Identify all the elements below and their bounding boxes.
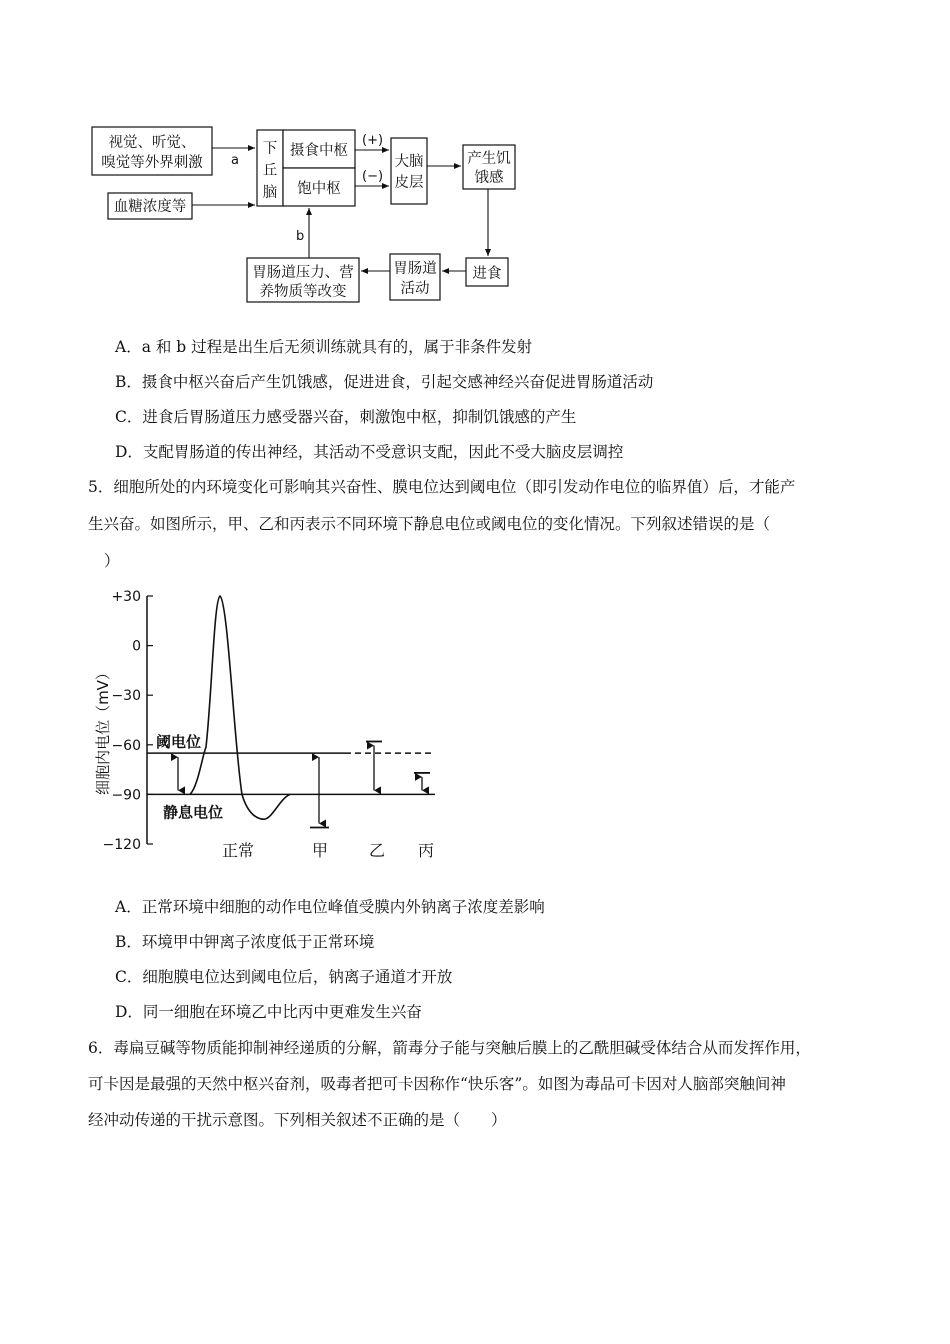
hunger-line2: 饿感 — [474, 170, 504, 186]
hypothalamus-char1: 下 — [262, 141, 278, 157]
resting-label: 静息电位 — [163, 803, 224, 822]
q6-line1: 6．毒扁豆碱等物质能抑制神经递质的分解，箭毒分子能与突触后膜上的乙酰胆碱受体结合从而发挥作用， — [88, 1039, 811, 1057]
satiety-center-text: 饱中枢 — [297, 181, 341, 197]
q4-option-d: D．支配胃肠道的传出神经，其活动不受意识支配，因此不受大脑皮层调控 — [115, 443, 624, 461]
q4-option-a: A．a 和 b 过程是出生后无须训练就具有的，属于非条件发射 — [115, 338, 533, 356]
cortex-line1: 大脑 — [394, 154, 424, 170]
y-tick-label: −90 — [111, 787, 141, 804]
gut-line1: 胃肠道 — [393, 261, 437, 277]
pressure-line1: 胃肠道压力、营 — [252, 265, 354, 281]
stimuli-line1: 视觉、听觉、 — [108, 135, 196, 151]
action-potential-curve — [190, 596, 290, 819]
cortex-line2: 皮层 — [394, 175, 424, 191]
gut-line2: 活动 — [400, 281, 430, 297]
y-tick-label: 0 — [132, 638, 141, 655]
q4-option-b: B．摄食中枢兴奋后产生饥饿感，促进进食，引起交感神经兴奋促进胃肠道活动 — [115, 373, 654, 391]
label-a: a — [231, 153, 239, 168]
category-label: 丙 — [417, 841, 435, 860]
y-tick-label: −30 — [111, 688, 141, 705]
y-tick-label: −60 — [111, 737, 141, 754]
pressure-line2: 养物质等改变 — [259, 284, 347, 300]
hypothalamus-char2: 丘 — [262, 163, 278, 179]
y-tick-label: −120 — [102, 837, 141, 853]
q5-stem-line2: 生兴奋。如图所示，甲、乙和丙表示不同环境下静息电位或阈电位的变化情况。下列叙述错误的是（ — [88, 515, 771, 533]
category-label: 乙 — [368, 841, 386, 860]
q4-option-c: C．进食后胃肠道压力感受器兴奋，刺激饱中枢，抑制饥饿感的产生 — [115, 408, 577, 426]
label-b: b — [296, 229, 305, 244]
q5-option-d: D．同一细胞在环境乙中比丙中更难发生兴奋 — [115, 1003, 422, 1021]
feeding-center-text: 摄食中枢 — [290, 143, 348, 159]
label-plus: (+) — [362, 133, 384, 148]
category-label: 正常 — [221, 841, 255, 860]
hunger-line1: 产生饥 — [467, 151, 511, 167]
q6-line3: 经冲动传递的干扰示意图。下列相关叙述不正确的是（ ） — [88, 1111, 507, 1129]
stimuli-line2: 嗅觉等外界刺激 — [101, 155, 203, 171]
q5-option-a: A．正常环境中细胞的动作电位峰值受膜内外钠离子浓度差影响 — [115, 898, 545, 916]
q5-option-b: B．环境甲中钾离子浓度低于正常环境 — [115, 933, 375, 951]
y-tick-label: +30 — [111, 589, 141, 605]
hypothalamus-char3: 脑 — [262, 185, 278, 201]
q5-option-c: C．细胞膜电位达到阈电位后，钠离子通道才开放 — [115, 968, 453, 986]
category-label: 甲 — [311, 841, 329, 860]
q5-stem-line3: ） — [104, 552, 120, 570]
y-axis-label: 细胞内电位（mV） — [94, 665, 112, 795]
label-minus: (−) — [362, 169, 384, 184]
threshold-label: 阈电位 — [156, 733, 202, 752]
blood-sugar-text: 血糖浓度等 — [113, 199, 187, 215]
eat-text: 进食 — [472, 266, 502, 282]
q6-line2: 可卡因是最强的天然中枢兴奋剂，吸毒者把可卡因称作“快乐客”。如图为毒品可卡因对人脑部突触间神 — [88, 1075, 786, 1093]
q5-stem-line1: 5．细胞所处的内环境变化可影响其兴奋性、膜电位达到阈电位（即引发动作电位的临界值）后，才能产 — [88, 478, 796, 496]
